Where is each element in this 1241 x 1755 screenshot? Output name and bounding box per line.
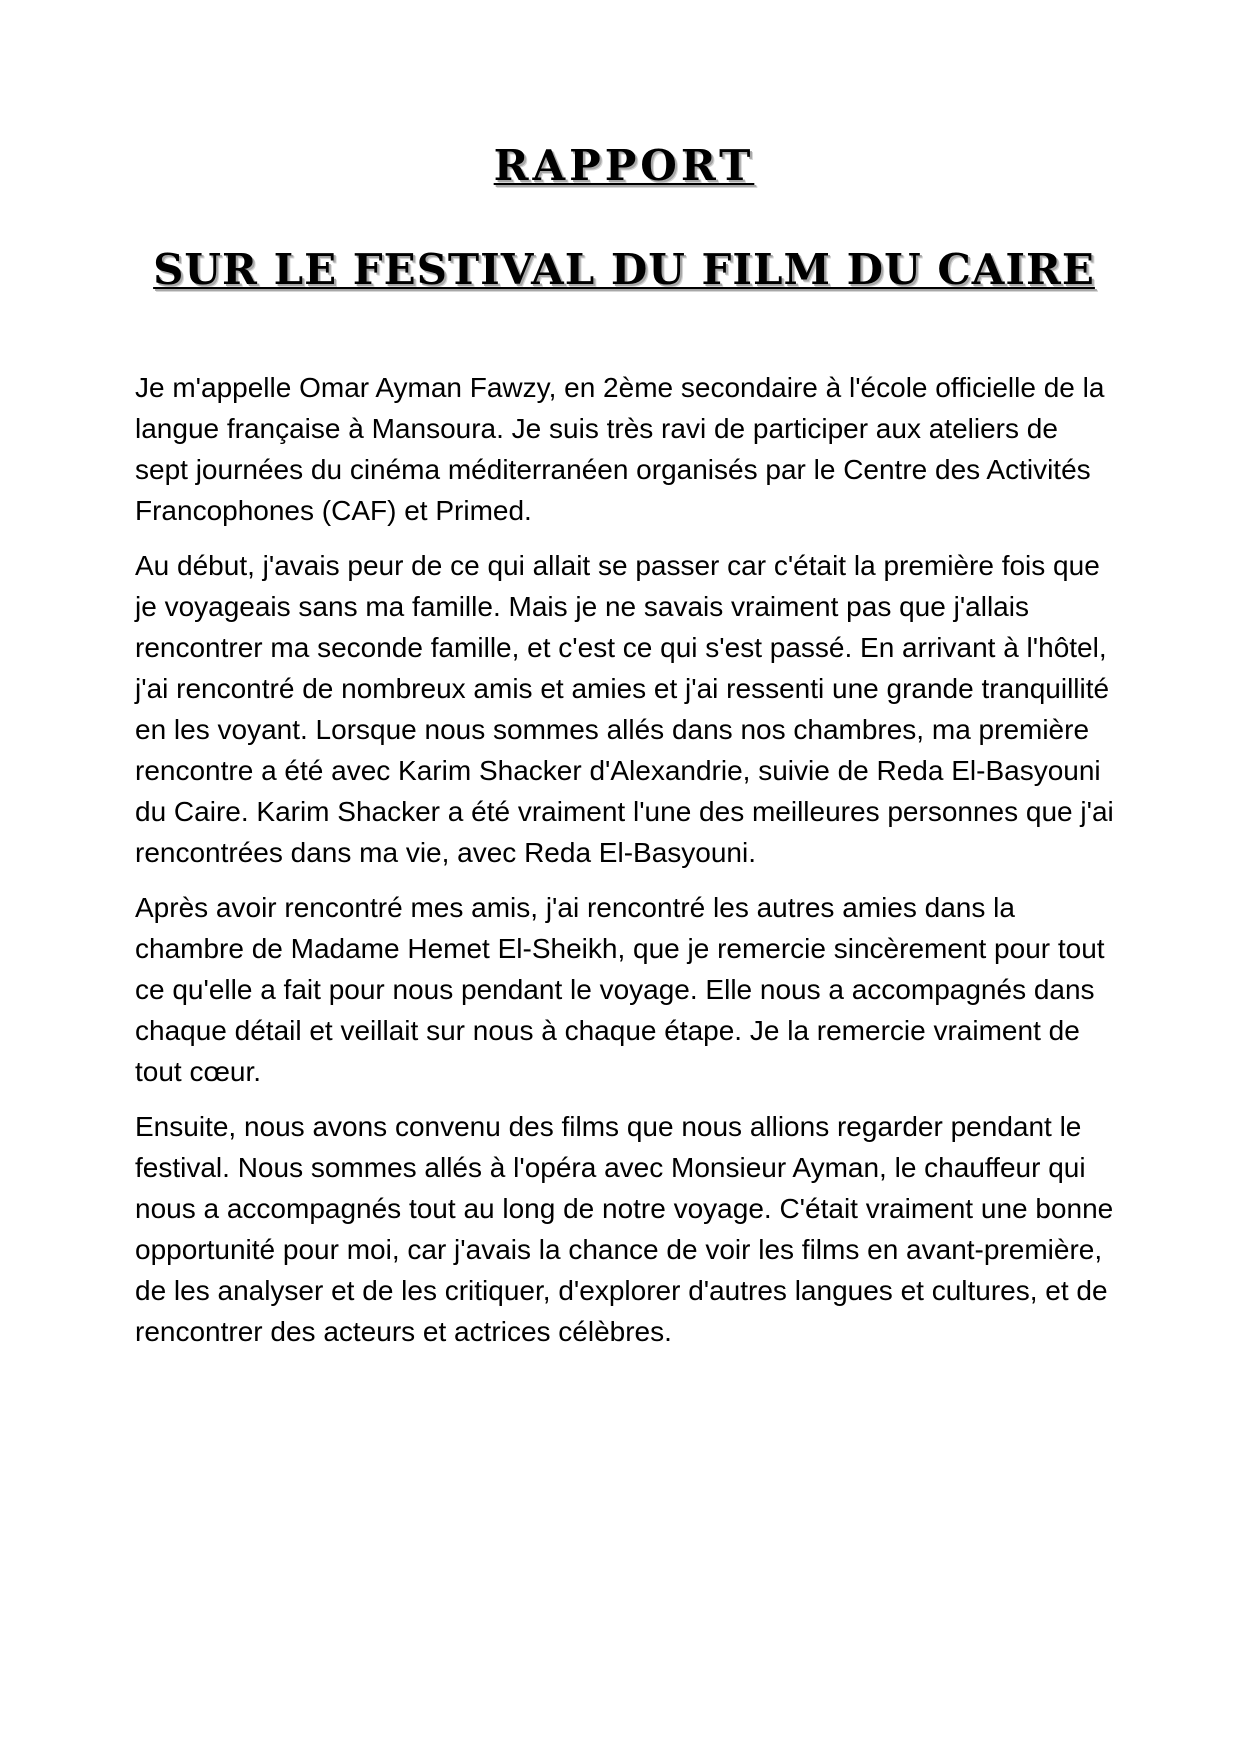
report-title: RAPPORT [493,141,755,190]
report-header [135,142,1113,295]
paragraph-intro: Je m'appelle Omar Ayman Fawzy, en 2ème secondaire à l'école officielle de la langue française à Mansoura. Je suis très ravi de participer aux ateliers de sept journées du cinéma méditerranéen organisés par le Centre des Activités Francophones (CAF) et Primed. [135,371,1105,526]
report-body [135,367,1115,1352]
paragraph-first-trip: Au début, j'avais peur de ce qui allait se passer car c'était la première fois que je voyageais sans ma famille. Mais je ne savais vraiment pas que j'allais rencontrer ma seconde famille, et c'est ce qui s'est passé. En arrivant à l'hôtel, j'ai rencontré de nombreux amis et amies et j'ai ressenti une grande tranquillité en les voyant. Lorsque nous sommes allés dans nos chambres, ma première rencontre a été avec Karim Shacker d'Alexandrie, suivie de Reda El-Basyouni du Caire. Karim Shacker a été vraiment l'une des meilleures personnes que j'ai rencontrées dans ma vie, avec Reda El-Basyouni. [135,549,1114,868]
report-subtitle: SUR LE FESTIVAL DU FILM DU CAIRE [153,245,1095,295]
paragraph-festival-films: Ensuite, nous avons convenu des films que nous allions regarder pendant le festival. Nous sommes allés à l'opéra avec Monsieur Ayman, le chauffeur qui nous a accompagnés tout au long de notre voyage. C'était vraiment une bonne opportunité pour moi, car j'avais la chance de voir les films en avant-première, de les analyser et de les critiquer, d'explorer d'autres langues et cultures, et de rencontrer des acteurs et actrices célèbres. [135,1110,1114,1347]
paragraph-madame-hemet: Après avoir rencontré mes amis, j'ai rencontré les autres amies dans la chambre de Madame Hemet El-Sheikh, que je remercie sincèrement pour tout ce qu'elle a fait pour nous pendant le voyage. Elle nous a accompagnés dans chaque détail et veillait sur nous à chaque étape. Je la remercie vraiment de tout cœur. [135,891,1105,1087]
